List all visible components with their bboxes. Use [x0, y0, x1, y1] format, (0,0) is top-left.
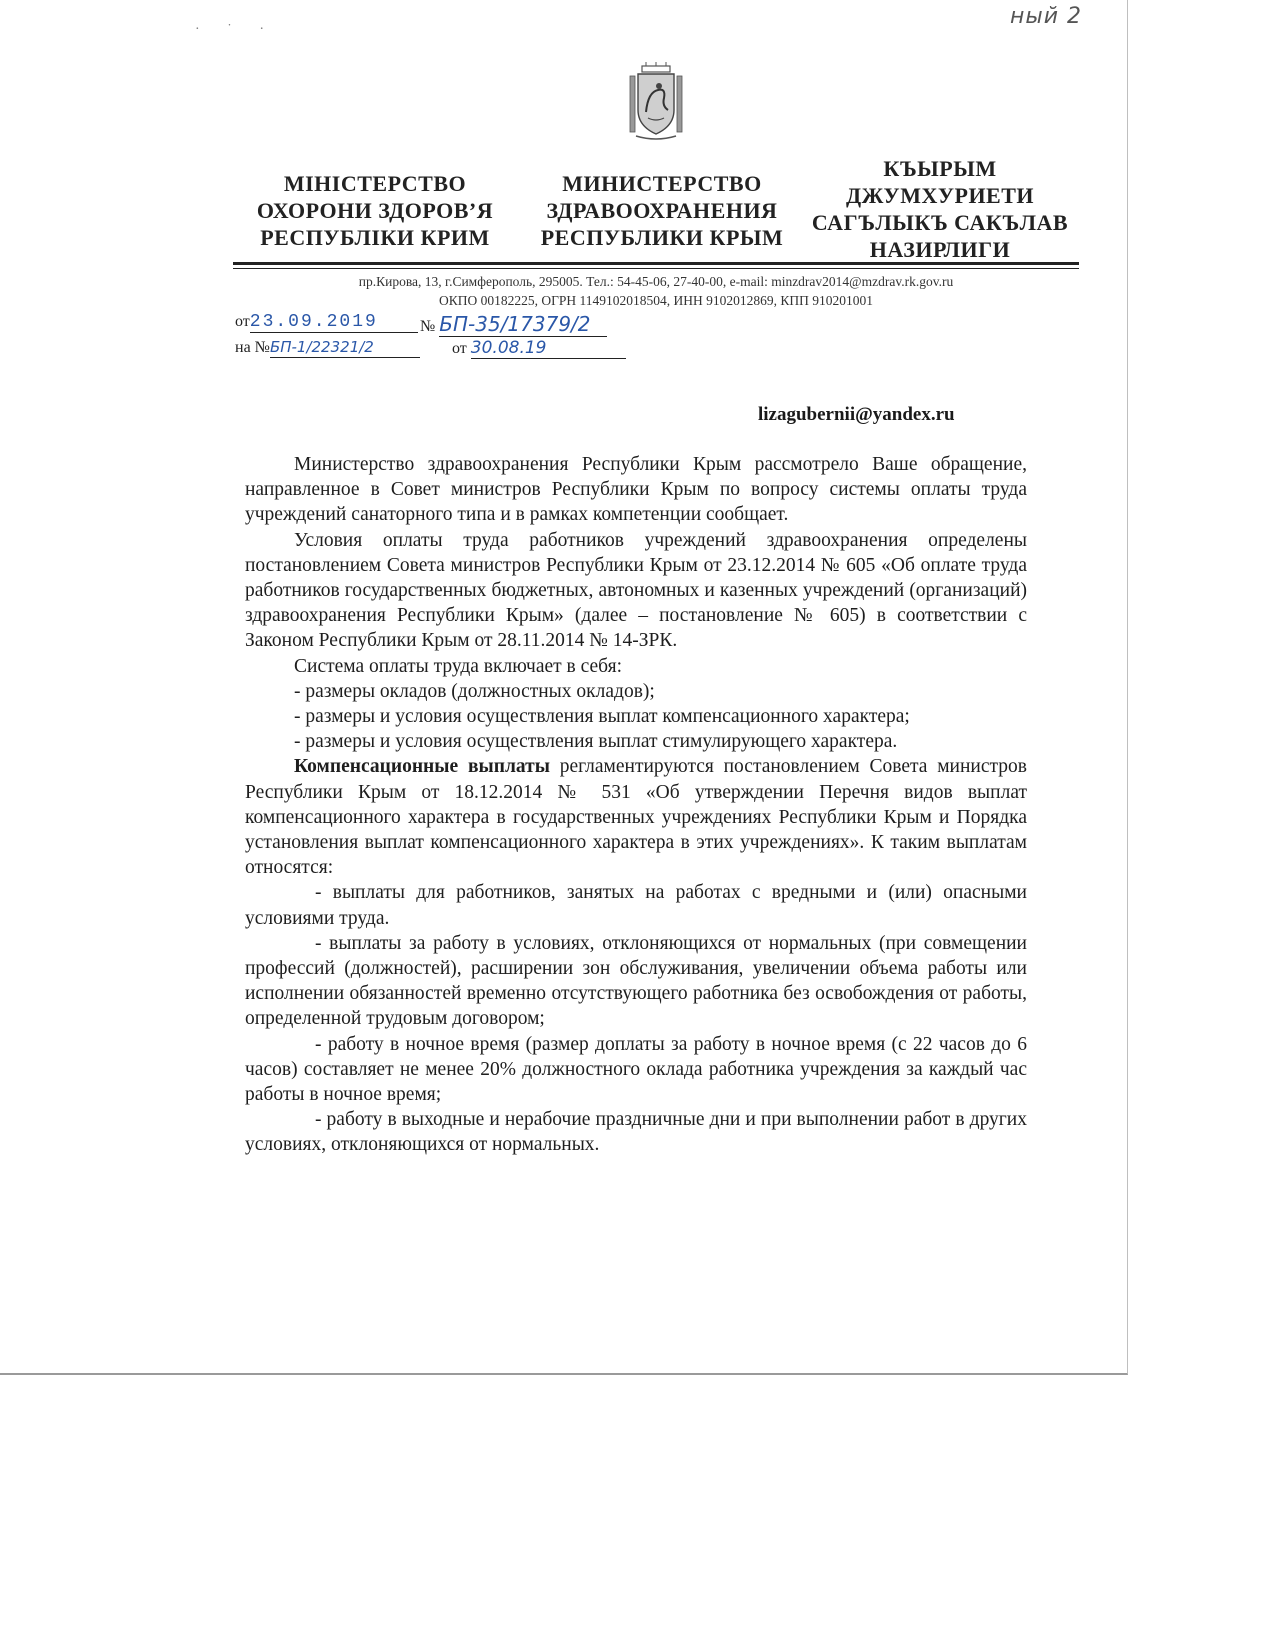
header-rule-thick: [233, 262, 1079, 265]
scan-specks: · ˙ ·: [195, 22, 276, 37]
ministry-ru-line: РЕСПУБЛИКИ КРЫМ: [540, 225, 784, 250]
ministry-crh-line: САГЪЛЫКЪ САКЪЛАВ: [811, 210, 1069, 235]
paragraph-text: регламентируются постановлением Совета министров Республики Крым от 18.12.2014 № 531 «Об утверждении Перечня видов выплат компенсационного характера в государственных учреждениях Республики Крым и Порядка установления выплат компенсационного характера в этих учреждениях». К таким выплатам относятся:: [245, 756, 1027, 879]
list-item: - выплаты для работников, занятых на работах с вредными и (или) опасными условиями труда.: [245, 882, 1027, 929]
paragraph: Условия оплаты труда работников учреждений здравоохранения определены постановлением Совета министров Республики Крым от 23.12.2014 № 605 «Об оплате труда работников государственных бюджетных, автономных и казенных учреждений (организаций) здравоохранения Республики Крым» (далее – постановление № 605) в соответствии с Законом Республики Крым от 28.11.2014 № 14-ЗРК.: [245, 529, 1027, 652]
reply-date-field: [452, 338, 626, 359]
bold-term: Компенсационные выплаты: [294, 756, 550, 778]
ministry-ua-line: ОХОРОНИ ЗДОРОВ’Я: [256, 198, 494, 223]
ministry-crh-line: ДЖУМХУРИЕТИ: [845, 183, 1035, 208]
ministry-crh-line: КЪЫРЫМ: [883, 156, 997, 181]
reply-number-field: [235, 338, 420, 358]
ministry-ua-line: РЕСПУБЛІКИ КРИМ: [260, 225, 490, 250]
outgoing-date-stamp: 23.09.2019: [249, 312, 378, 332]
reply-date: 30.08.19: [470, 338, 547, 358]
ministry-crh-line: НАЗИРЛИГИ: [869, 237, 1011, 262]
reply-label: на №: [235, 339, 270, 356]
list-item: - размеры окладов (должностных окладов);: [294, 680, 655, 702]
from-label: от: [235, 313, 250, 330]
outgoing-number-field: [420, 312, 607, 337]
number-label: №: [420, 318, 436, 335]
outgoing-number: БП-35/17379/2: [439, 312, 591, 336]
list-item: - размеры и условия осуществления выплат стимулирующего характера.: [294, 731, 898, 753]
ministry-address: пр.Кирова, 13, г.Симферополь, 295005. Тел.: 54-45-06, 27-40-00, e-mail: minzdrav2014@mzdrav.rk.gov.ru: [358, 274, 954, 289]
ministry-registry-codes: ОКПО 00182225, ОГРН 1149102018504, ИНН 9102012869, КПП 910201001: [438, 293, 874, 308]
reply-number: БП-1/22321/2: [269, 338, 374, 356]
outgoing-date-field: [235, 312, 418, 333]
list-item: - работу в выходные и нерабочие праздничные дни и при выполнении работ в других условиях, отклоняющихся от нормальных.: [245, 1109, 1027, 1156]
crimea-coat-of-arms-icon: [628, 62, 684, 142]
header-rule-thin: [233, 268, 1079, 269]
letter-body: [245, 452, 1027, 1158]
recipient-email: lizagubernii@yandex.ru: [758, 404, 955, 425]
paragraph: Система оплаты труда включает в себя:: [294, 655, 623, 677]
ministry-name-russian: [532, 170, 792, 251]
ministry-ru-line: МИНИСТЕРСТВО: [562, 171, 762, 196]
ministry-ua-line: МІНІСТЕРСТВО: [283, 171, 467, 196]
paragraph: Министерство здравоохранения Республики Крым рассмотрело Ваше обращение, направленное в Совет министров Республики Крым по вопросу системы оплаты труда учреждений санаторного типа и в рамках компетенции сообщает.: [245, 454, 1027, 526]
ministry-name-crimean-tatar: [800, 155, 1080, 263]
reply-from-label: от: [452, 340, 467, 357]
ministry-name-ukrainian: [235, 170, 515, 251]
list-item: - размеры и условия осуществления выплат компенсационного характера;: [294, 706, 910, 728]
ministry-ru-line: ЗДРАВООХРАНЕНИЯ: [546, 198, 778, 223]
list-item: - выплаты за работу в условиях, отклоняющихся от нормальных (при совмещении профессий (должностей), расширении зон обслуживания, увеличении объема работы или исполнении обязанностей временно отсутствующего работника без освобождения от работы, определенной трудовым договором;: [245, 932, 1027, 1030]
list-item: - работу в ночное время (размер доплаты за работу в ночное время (с 22 часов до 6 часов) составляет не менее 20% должностного оклада работника учреждения за каждый час работы в ночное время;: [245, 1033, 1027, 1106]
paragraph: [245, 754, 1027, 880]
handwritten-corner-mark: ный 2: [1010, 4, 1083, 29]
